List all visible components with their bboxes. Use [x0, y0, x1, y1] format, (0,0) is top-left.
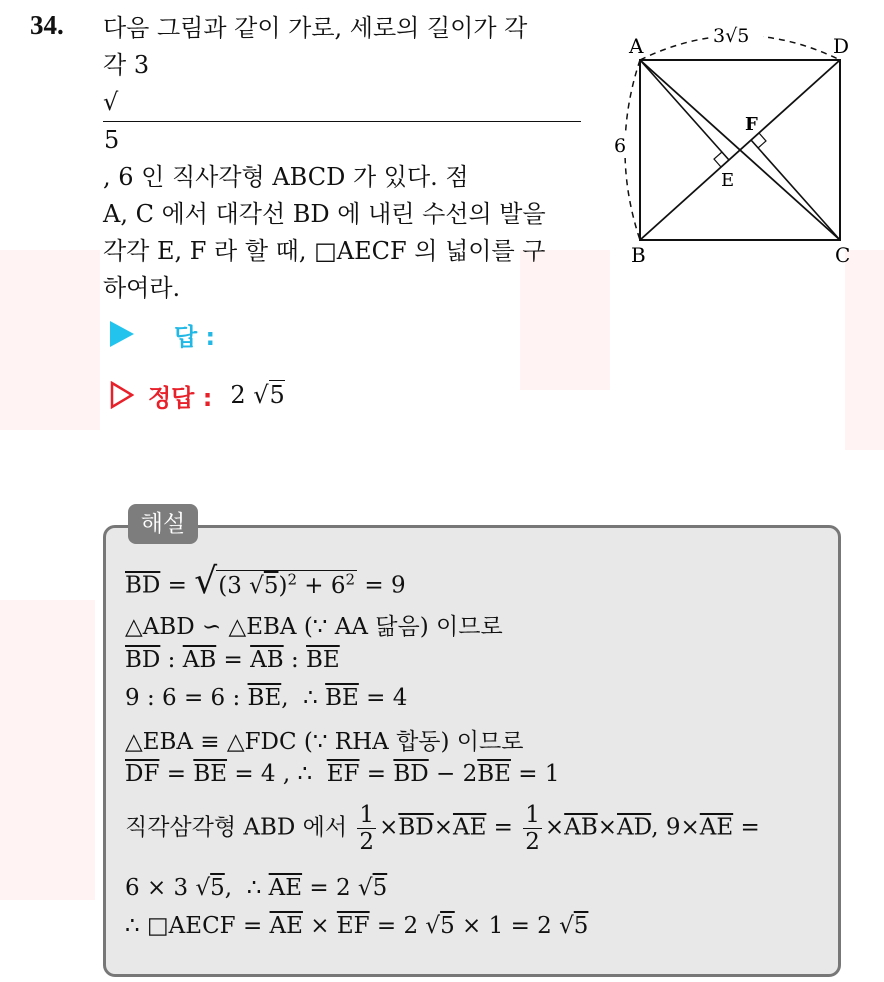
question-text: [103, 10, 581, 307]
correct-answer-value: 2 √5: [230, 381, 285, 409]
perpendicular-cf: [751, 140, 840, 240]
question-line-5: 하여라.: [103, 274, 181, 302]
rectangle-figure: [605, 16, 865, 276]
solution-line-3: $\overline{BD}$ : $\overline{AB} = \overline{AB}$ : $\overline{BE}$: [125, 647, 340, 673]
solution-line-8: 6 × 3 √5, ∴ $\overline{AE} = 2$ √5: [125, 875, 388, 901]
answer-label: 답 :: [174, 322, 216, 351]
perpendicular-ae: [640, 60, 729, 160]
solution-tab: 해설: [128, 504, 198, 544]
question-number: 34.: [30, 10, 64, 40]
solution-line-2: △ABD ∽ △EBA (∵ AA 닮음) 이므로: [125, 614, 503, 640]
label-a: A: [629, 34, 644, 58]
label-c: C: [835, 243, 851, 267]
solution-line-6: $\overline{DF} = \overline{BE} = 4$ , ∴ $\overline{EF} = \overline{BD} - 2\overline{BE} = 1$: [125, 761, 560, 787]
answer-triangle-icon: [110, 321, 134, 347]
solution-line-1: $\overline{BD}$ = √ (3 $√5)^2 + 6^2 = 9$: [125, 561, 406, 602]
correct-answer-row: [110, 375, 285, 415]
top-length-label: 3√5: [713, 25, 750, 47]
solution-line-7: 직각삼각형 ABD 에서 $\frac{1}{2}$ $\times\overline{BD}\times\overline{AE}$ = $\frac{1}{2}$ $\times\overline{AB}\times\overline{AD}$, $9\times\overline{AE}$ =: [125, 802, 760, 855]
label-f: F: [745, 114, 758, 135]
correct-triangle-icon: [110, 381, 134, 409]
question-line-2: 각 3 √ 5 , 6 인 직사각형 ABCD 가 있다. 점: [103, 47, 581, 196]
label-e: E: [721, 170, 735, 191]
question-line-3: A, C 에서 대각선 BD 에 내린 수선의 발을: [103, 200, 546, 228]
left-length-label: 6: [614, 135, 627, 157]
label-b: B: [631, 243, 646, 267]
solution-line-4: 9 : 6 = 6 : $\overline{BE}$, ∴ $\overline{BE} = 4$: [125, 685, 408, 711]
correct-answer-label: 정답 :: [148, 383, 213, 412]
answer-row: [110, 314, 215, 354]
question-line-4: 각각 E, F 라 할 때, □AECF 의 넓이를 구: [103, 237, 546, 265]
label-d: D: [833, 34, 850, 58]
question-line-1: 다음 그림과 같이 가로, 세로의 길이가 각: [103, 14, 528, 42]
solution-line-9: ∴ □AECF = $\overline{AE} \times \overline{EF} = 2$ √5 × 1 = 2 √5: [125, 913, 589, 939]
solution-line-5: △EBA ≡ △FDC (∵ RHA 합동) 이므로: [125, 729, 524, 755]
